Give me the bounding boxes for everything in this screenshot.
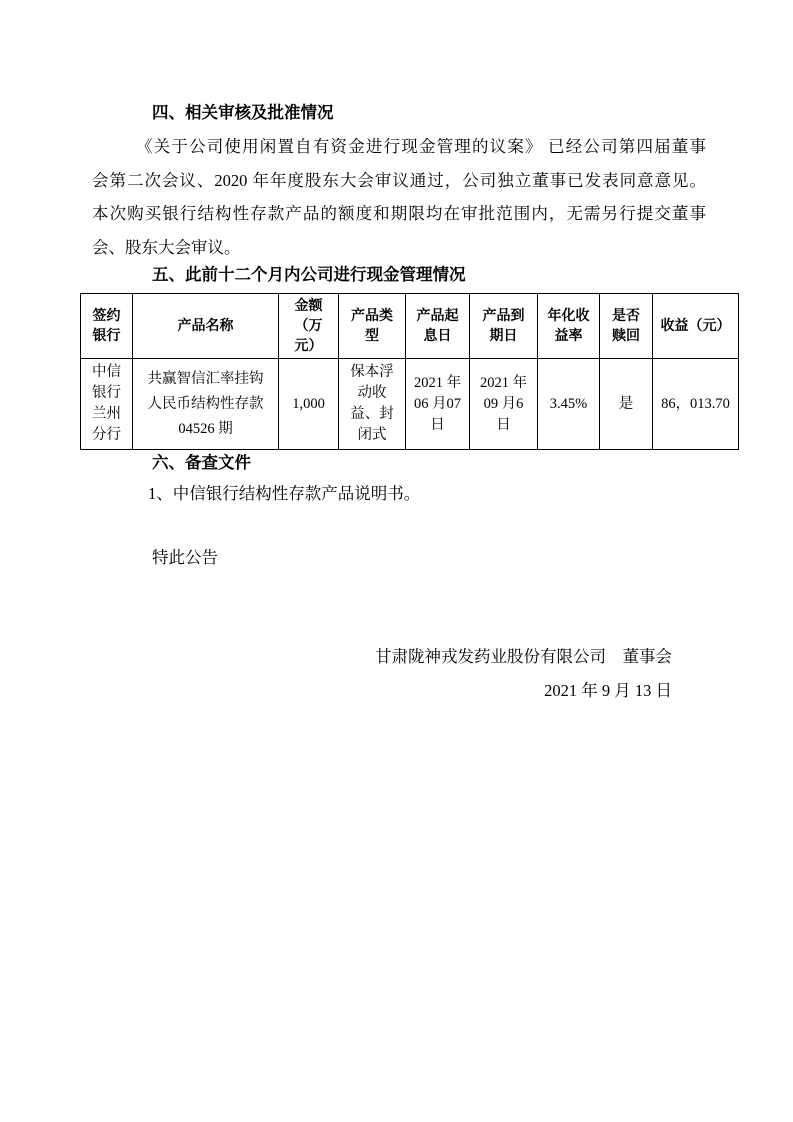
- signature-company: 甘肃陇神戎发药业股份有限公司 董事会: [375, 647, 672, 666]
- section4-heading: 四、相关审核及批准情况: [152, 103, 334, 122]
- col-header-value-date: 产品起息日: [406, 294, 470, 359]
- paragraph-line: 会第二次会议、2020 年年度股东大会审议通过，公司独立董事已发表同意意见。: [92, 170, 706, 190]
- col-header-bank: 签约银行: [81, 294, 133, 359]
- col-header-maturity-date: 产品到期日: [470, 294, 538, 359]
- col-header-product-type: 产品类型: [339, 294, 406, 359]
- cell-product-type: 保本浮动收益、封闭式: [339, 359, 406, 450]
- section6-heading: 六、备查文件: [152, 453, 251, 472]
- col-header-income: 收益（元）: [653, 294, 739, 359]
- table-header-row: [81, 294, 739, 359]
- cell-redeemed: 是: [600, 359, 653, 450]
- cash-management-table: [80, 293, 739, 450]
- col-header-product-name: 产品名称: [133, 294, 279, 359]
- reference-document-item: 1、中信银行结构性存款产品说明书。: [148, 484, 421, 503]
- col-header-redeemed: 是否赎回: [600, 294, 653, 359]
- cell-income: 86，013.70: [653, 359, 739, 450]
- signature-date: 2021 年 9 月 13 日: [544, 681, 672, 700]
- cell-value-date: 2021 年06 月07 日: [406, 359, 470, 450]
- paragraph-line: 会、股东大会审议。: [92, 237, 241, 257]
- paragraph-line: 《关于公司使用闲置自有资金进行现金管理的议案》 已经公司第四届董事: [136, 137, 706, 156]
- cell-bank: 中信银行兰州分行: [81, 359, 133, 450]
- table-row: [81, 359, 739, 450]
- col-header-yield: 年化收益率: [538, 294, 600, 359]
- section4-paragraph: [92, 130, 706, 264]
- col-header-amount: 金额（万元）: [279, 294, 339, 359]
- cell-product-name: 共赢智信汇率挂钩人民币结构性存款04526 期: [133, 359, 279, 450]
- paragraph-line: 本次购买银行结构性存款产品的额度和期限均在审批范围内，无需另行提交董事: [92, 204, 706, 223]
- section5-heading: 五、此前十二个月内公司进行现金管理情况: [152, 265, 466, 284]
- cell-maturity-date: 2021 年09 月6 日: [470, 359, 538, 450]
- cell-amount: 1,000: [279, 359, 339, 450]
- cell-yield: 3.45%: [538, 359, 600, 450]
- closing-statement: 特此公告: [152, 548, 218, 567]
